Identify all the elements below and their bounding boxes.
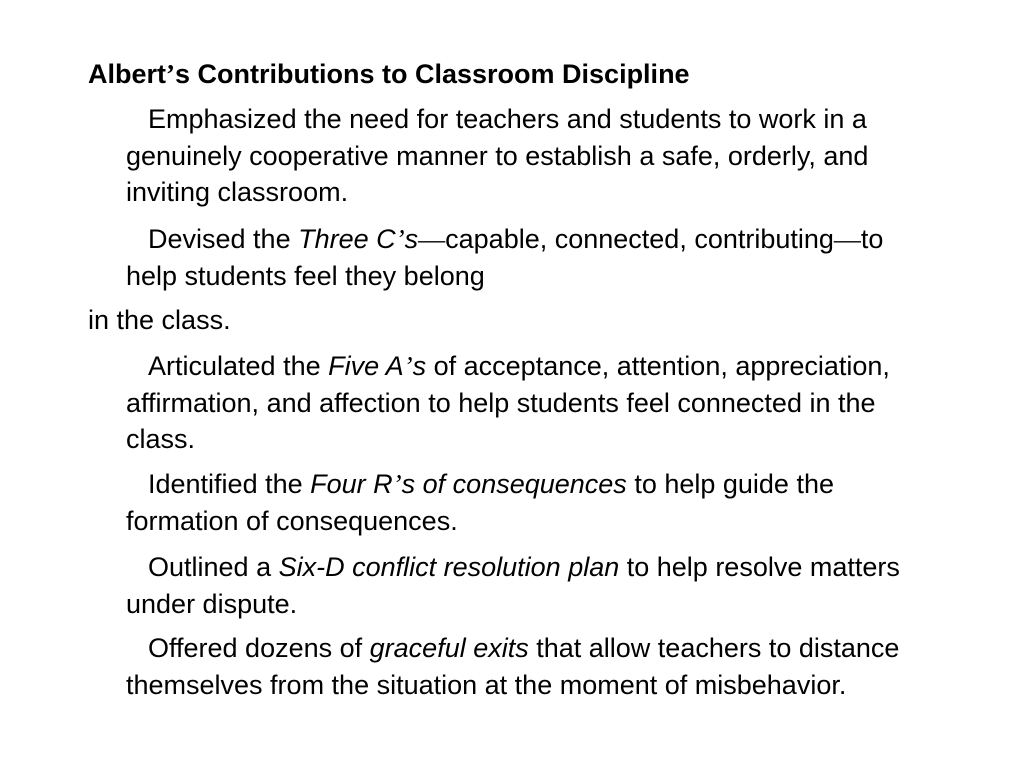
bullet-text-start: Devised the: [148, 224, 299, 254]
bullet-text-middle: capable, connected, contributing: [445, 224, 834, 254]
bullet-text-end: to help students feel they belong: [126, 224, 884, 291]
term-five-as: Five A’s: [328, 351, 427, 381]
bullet-text-start: Offered dozens of: [148, 633, 370, 663]
bullet-text-end: of acceptance, attention, appreciation, affirmation, and affection to help students feel connected in the class.: [126, 351, 890, 454]
slide-title: [88, 56, 690, 92]
bullet-item-four-rs: [126, 466, 936, 539]
bullet-item-three-cs: [126, 221, 936, 294]
title-text-start: Albert: [88, 59, 167, 89]
title-text-end: s Contributions to Classroom Discipline: [175, 59, 690, 89]
bullet-text-end: to help guide the formation of consequences.: [126, 469, 834, 536]
bullet-item-six-d: [126, 549, 936, 622]
term-six-d-plan: Six-D conflict resolution plan: [278, 552, 620, 582]
term-three-cs: Three C’s: [298, 224, 419, 254]
bullet-text-start: Articulated the: [148, 351, 329, 381]
term-four-rs: Four R’s of consequences: [310, 469, 627, 499]
bullet-text: Emphasized the need for teachers and students to work in a genuinely cooperative manner to establish a safe, orderly, and inviting classroom.: [126, 104, 869, 207]
bullet-text-start: Identified the: [148, 469, 311, 499]
bullet-item-five-as: [126, 348, 936, 458]
bullet-text-start: Outlined a: [148, 552, 279, 582]
bullet-text-end: that allow teachers to distance themselves from the situation at the moment of misbehavior.: [126, 633, 900, 700]
continuation-text: in the class.: [88, 305, 231, 335]
term-graceful-exits: graceful exits: [369, 633, 529, 663]
bullet-text-end: to help resolve matters under dispute.: [126, 552, 900, 619]
em-dash: —: [833, 224, 861, 254]
title-apostrophe: ’: [166, 59, 176, 89]
em-dash: —: [418, 224, 446, 254]
bullet-item-cooperation: [126, 101, 936, 211]
bullet-item-graceful-exits: [126, 630, 936, 703]
